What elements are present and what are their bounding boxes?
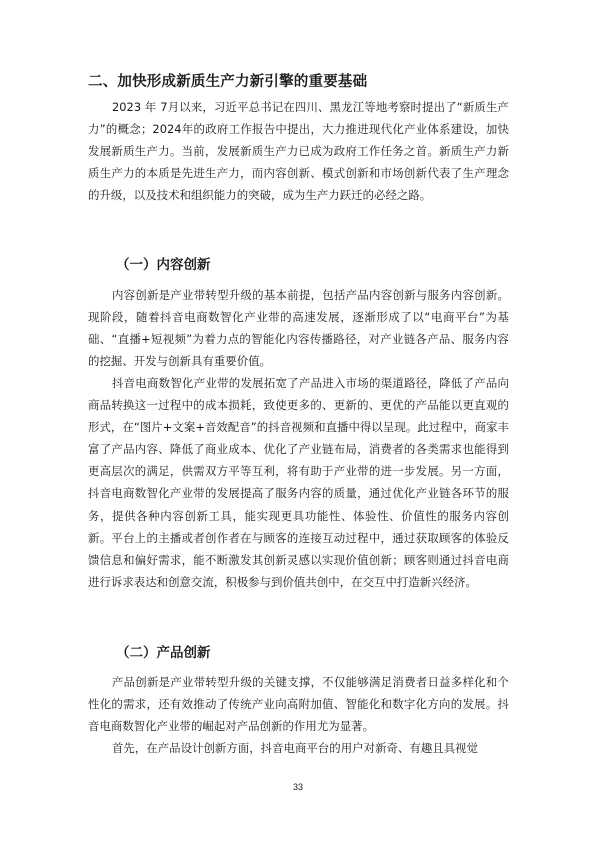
content-innovation-paragraph-1: 内容创新是产业带转型升级的基本前提，包括产品内容创新与服务内容创新。现阶段，随着抖音电商数智化产业带的高速发展，逐渐形成了以“电商平台”为基础、“直播+短视频”为着力点的智能化内容传播路径，对产业链各产品、服务内容的挖掘、开发与创新具有重要价值。 xyxy=(88,288,509,369)
section-title: 二、加快形成新质生产力新引擎的重要基础 xyxy=(88,74,368,90)
content-innovation-paragraph-2: 抖音电商数智化产业带的发展拓宽了产品进入市场的渠道路径，降低了产品向商品转换这一过程中的成本损耗，致使更多的、更新的、更优的产品能以更直观的形式，在“图片+文案+音效配音”的抖音视频和直播中得以呈现。此过程中，商家丰富了产品内容、降低了商业成本、优化了产业链布局，消费者的各类需求也能得到更高层次的满足，供需双方平等互利，将有助于产业带的进一步发展。另一方面，抖音电商数智化产业带的发展提高了服务内容的质量，通过优化产业链各环节的服务，提供各种内容创新工具，能实现更具功能性、体验性、价值性的服务内容创新。平台上的主播或者创作者在与顾客的连接互动过程中，通过获取顾客的体验反馈信息和偏好需求，能不断激发其创新灵感以实现价值创新；顾客则通过抖音电商进行诉求表达和创意交流，积极参与到价值共创中，在交互中打造新兴经济。 xyxy=(88,376,509,589)
product-innovation-paragraph-2: 首先，在产品设计创新方面，抖音电商平台的用户对新奇、有趣且具视觉 xyxy=(111,741,479,755)
product-innovation-paragraph-1: 产品创新是产业带转型升级的关键支撑，不仅能够满足消费者日益多样化和个性化的需求，还有效推动了传统产业向高附加值、智能化和数字化方向的发展。抖音电商数智化产业带的崛起对产品创新的作用尤为显著。 xyxy=(88,675,509,734)
intro-paragraph: 2023 年 7月以来，习近平总书记在四川、黑龙江等地考察时提出了“新质生产力”的概念；2024年的政府工作报告中提出，大力推进现代化产业体系建设，加快发展新质生产力。当前，发展新质生产力已成为政府工作任务之首。新质生产力新质生产力的本质是先进生产力，而内容创新、模式创新和市场创新代表了生产理念的升级，以及技术和组织能力的突破，成为生产力跃迁的必经之路。 xyxy=(88,100,509,203)
page-number: 33 xyxy=(292,782,303,792)
subsection-title-content-innovation: （一）内容创新 xyxy=(116,257,211,273)
subsection-title-product-innovation: （二）产品创新 xyxy=(116,645,211,661)
